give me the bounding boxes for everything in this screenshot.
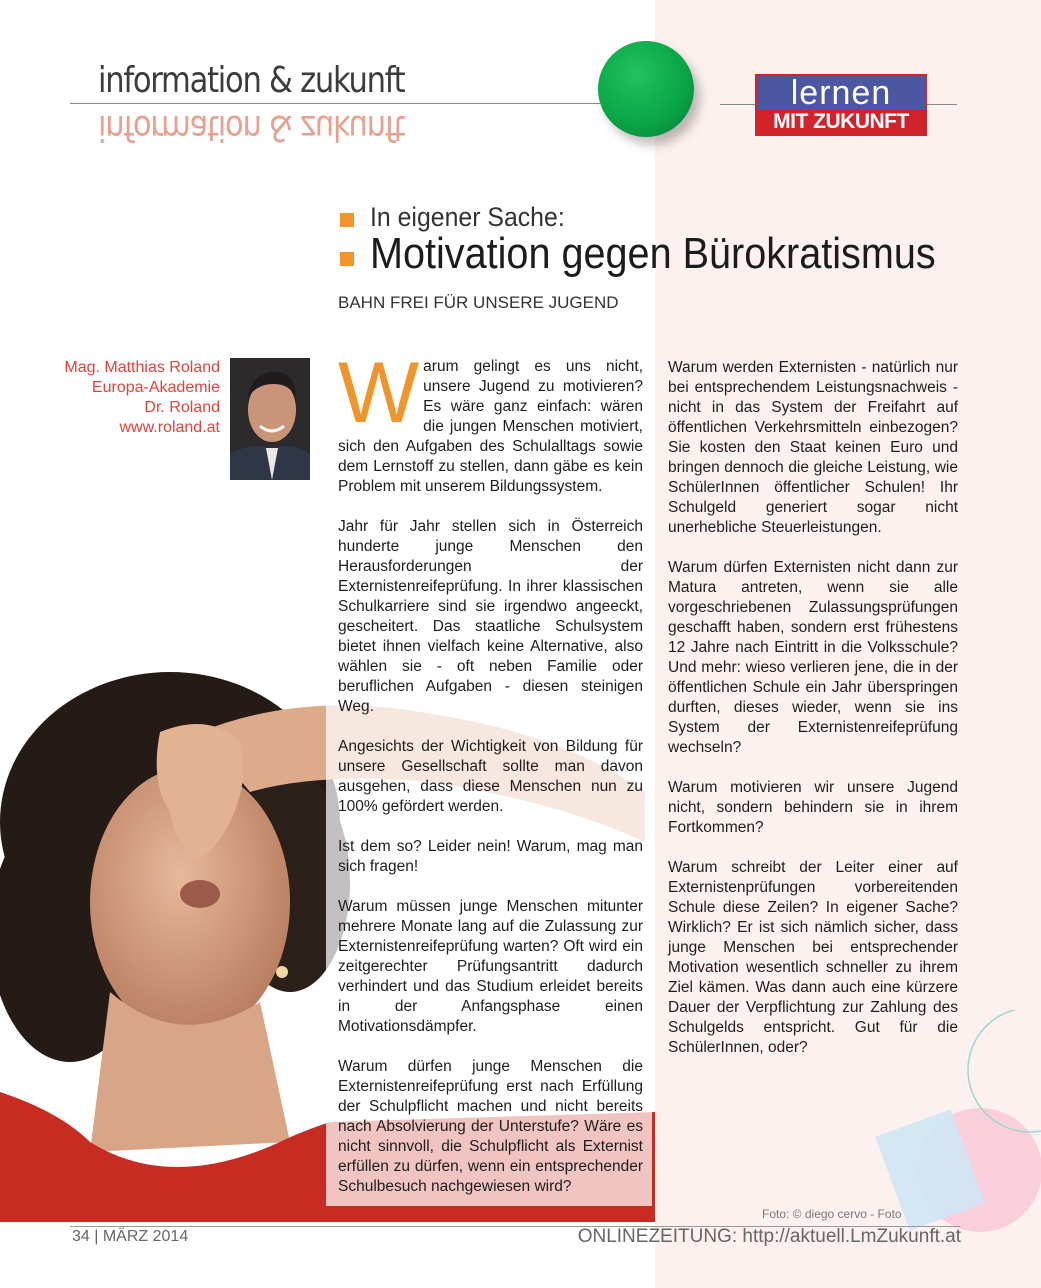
article-column-right [668, 358, 958, 1078]
article-kicker: In eigener Sache: [370, 202, 565, 232]
lead-paragraph: Warum gelingt es uns nicht, unsere Jugend zu motivieren? Es wäre ganz einfach: wären die jungen Menschen motiviert, sich den Aufgaben des Schulalltags sowie dem Lernstoff zu stellen, dann gäbe es kein Problem mit unserem Bildungssystem. [338, 345, 643, 495]
dropcap-letter: W [338, 345, 420, 441]
paragraph: Ist dem so? Leider nein! Warum, mag man sich fragen! [338, 838, 643, 875]
article-subtitle: BAHN FREI FÜR UNSERE JUGEND [338, 293, 619, 312]
paragraph: Warum dürfen Externisten nicht dann zur Matura antreten, wenn sie alle vorgeschriebenen Zulassungsprüfungen geschafft haben, sondern erst frühestens 12 Jahre nach Eintritt in die Volksschule? Und mehr: wieso verlieren jene, die in der öffentlichen Schule ein Jahr überspringen durften, dieses wieder, wenn sie ins System der Externistenreifeprüfung wechseln? [668, 559, 958, 756]
author-org: Europa-Akademie [91, 379, 220, 396]
author-name: Mag. Matthias Roland [64, 359, 220, 376]
page-number-date: 34 | MÄRZ 2014 [72, 1228, 189, 1245]
section-title: information & zukunft [98, 60, 405, 101]
author-portrait-photo [230, 358, 310, 480]
paragraph: Warum motivieren wir unsere Jugend nicht, sondern behindern sie in ihrem Fortkommen? [668, 779, 958, 836]
green-ball-decoration [598, 41, 694, 137]
article-column-left [338, 345, 643, 1217]
header-rule-left [70, 103, 600, 104]
title-bullet-icon [340, 252, 354, 266]
paragraph: Warum dürfen junge Menschen die Externistenreifeprüfung erst nach Erfüllung der Schulpflicht machen und nicht bereits nach Absolvierung der Unterstufe? Wäre es nicht sinnvoll, die Schulpflicht als Externist erfüllen zu dürfen, wenn ein entsprechender Schulbesuch nachgewiesen wird? [338, 1058, 643, 1195]
author-org2: Dr. Roland [144, 399, 220, 416]
footer-url-link[interactable]: ONLINEZEITUNG: http://aktuell.LmZukunft.at [577, 1226, 961, 1247]
article-title: Motivation gegen Bürokratismus [370, 229, 936, 278]
logo-top-text: lernen [757, 76, 925, 110]
decorative-shapes [870, 1010, 1041, 1240]
paragraph: Angesichts der Wichtigkeit von Bildung für unsere Gesellschaft sollte man davon ausgehen, dass diese Menschen nun zu 100% gefördert werden. [338, 738, 643, 815]
photo-credit: Foto: © diego cervo - Foto [762, 1207, 902, 1221]
kicker-bullet-icon [340, 213, 354, 227]
author-website-link[interactable]: www.roland.at [119, 419, 220, 436]
lernen-mit-zukunft-logo[interactable] [755, 74, 927, 136]
paragraph: Warum schreibt der Leiter einer auf Externistenprüfungen vorbereitenden Schule diese Zeilen? In eigener Sache? Wirklich? Er ist sich nämlich sicher, dass junge Menschen bei entsprechender Motivation wesentlich schneller zu ihrem Ziel kämen. Was dann auch eine kürzere Dauer der Verpflichtung zur Zahlung des Schulgelds entspricht. Gut für die SchülerInnen, oder? [668, 859, 958, 1056]
logo-bottom-text: MIT ZUKUNFT [757, 110, 925, 134]
paragraph: Warum werden Externisten - natürlich nur bei entsprechendem Leistungsnachweis - nicht in das System der Freifahrt auf öffentlichen Verkehrsmitteln einbezogen? Sie kosten den Staat keinen Euro und bringen dennoch die gleiche Leistung, wie SchülerInnen öffentlicher Schulen! Ihr Schulgeld generiert sogar nicht unerhebliche Steuerleistungen. [668, 359, 958, 536]
paragraph: Jahr für Jahr stellen sich in Österreich hunderte junge Menschen den Herausforderungen der Externistenreifeprüfung. In ihrer klassischen Schulkarriere sind sie irgendwo angeeckt, gescheitert. Das staatliche Schulsystem bietet ihnen vielfach keine Alternative, also wählen sie - oft neben Familie oder beruflichen Aufgaben - diesen steinigen Weg. [338, 518, 643, 715]
author-info [40, 358, 220, 438]
paragraph: Warum müssen junge Menschen mitunter mehrere Monate lang auf die Zulassung zur Externistenreifeprüfung warten? Oft wird ein zeitgerechter Prüfungsantritt dadurch verhindert und das Studium erleidet bereits in der Anfangsphase einen Motivationsdämpfer. [338, 898, 643, 1035]
